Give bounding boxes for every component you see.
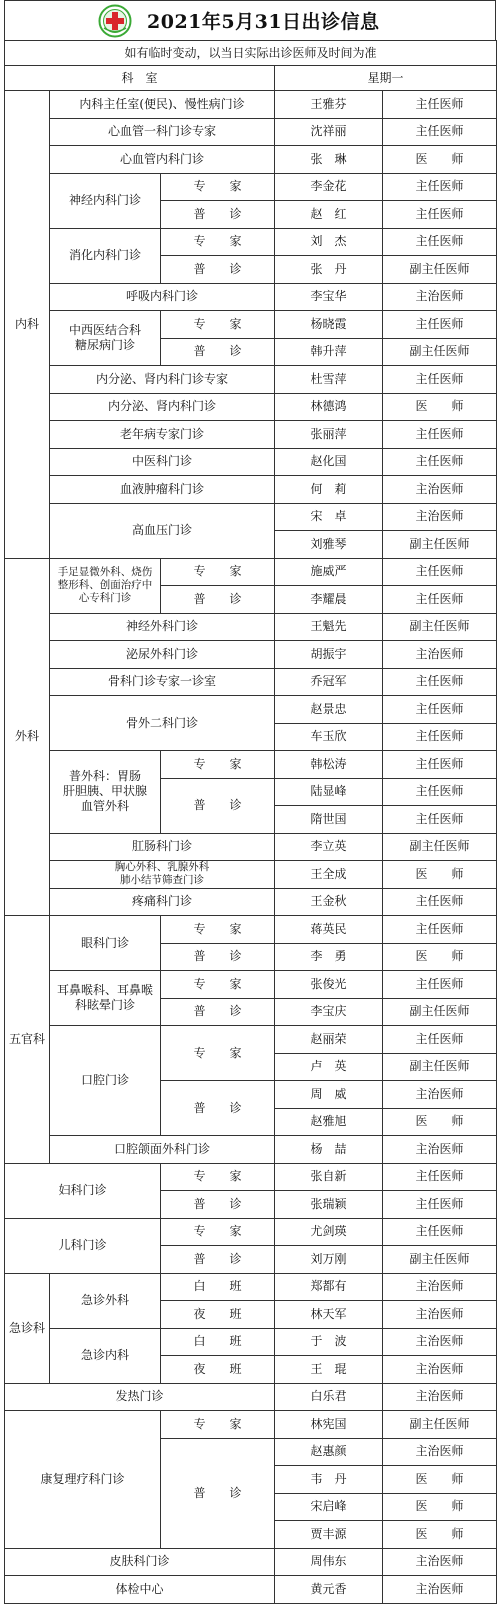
table-row (5, 283, 497, 311)
dept-cell: 专 家 (161, 311, 275, 339)
table-row (5, 366, 497, 394)
title-cell: 医 师 (383, 1108, 497, 1136)
dept-cell: 普外科：胃肠 肝胆胰、甲状腺 血管外科 (50, 751, 161, 834)
table-row (5, 173, 497, 201)
title-cell: 主任医师 (383, 586, 497, 614)
table-row (5, 1163, 497, 1191)
doctor-cell: 胡振宇 (275, 641, 383, 669)
title-cell: 主治医师 (383, 1328, 497, 1356)
title-cell: 主任医师 (383, 916, 497, 944)
table-row (5, 888, 497, 916)
title-cell: 副主任医师 (383, 1053, 497, 1081)
doctor-cell: 赵 红 (275, 201, 383, 229)
title-cell: 主治医师 (383, 1273, 497, 1301)
doctor-cell: 赵惠颜 (275, 1438, 383, 1466)
doctor-cell: 刘 杰 (275, 228, 383, 256)
table-row (5, 1328, 497, 1356)
dept-cell: 专 家 (161, 228, 275, 256)
dept-cell: 专 家 (161, 751, 275, 779)
dept-cell: 普 诊 (161, 201, 275, 229)
title-cell: 主治医师 (383, 1301, 497, 1329)
table-row (5, 476, 497, 504)
dept-cell: 内分泌、肾内科门诊 (50, 393, 275, 421)
title-cell: 主任医师 (383, 1026, 497, 1054)
doctor-cell: 蒋英民 (275, 916, 383, 944)
dept-cell: 皮肤科门诊 (5, 1548, 275, 1576)
dept-cell: 专 家 (161, 558, 275, 586)
doctor-cell: 何 莉 (275, 476, 383, 504)
doctor-cell: 李宝庆 (275, 998, 383, 1026)
category-cell: 急诊科 (5, 1273, 50, 1383)
notice-row (5, 41, 497, 66)
title-cell: 主任医师 (383, 311, 497, 339)
title-cell: 医 师 (383, 1466, 497, 1494)
title-cell: 主任医师 (383, 558, 497, 586)
dept-cell: 神经内科门诊 (50, 173, 161, 228)
dept-cell: 普 诊 (161, 943, 275, 971)
table-row (5, 861, 497, 889)
dept-cell: 普 诊 (161, 1081, 275, 1136)
doctor-cell: 林德鸿 (275, 393, 383, 421)
dept-cell: 夜 班 (161, 1301, 275, 1329)
dept-cell: 急诊外科 (50, 1273, 161, 1328)
doctor-cell: 韦 丹 (275, 1466, 383, 1494)
doctor-cell: 赵丽荣 (275, 1026, 383, 1054)
title-cell: 主任医师 (383, 1218, 497, 1246)
dept-cell: 神经外科门诊 (50, 613, 275, 641)
doctor-cell: 王魁先 (275, 613, 383, 641)
table-row (5, 613, 497, 641)
dept-cell: 普 诊 (161, 1438, 275, 1548)
dept-cell: 呼吸内科门诊 (50, 283, 275, 311)
dept-cell: 内分泌、肾内科门诊专家 (50, 366, 275, 394)
dept-cell: 专 家 (161, 971, 275, 999)
table-row (5, 91, 497, 119)
dept-cell: 血液肿瘤科门诊 (50, 476, 275, 504)
category-cell: 内科 (5, 91, 50, 559)
doctor-cell: 宋启峰 (275, 1493, 383, 1521)
schedule-table (4, 40, 497, 1604)
dept-cell: 夜 班 (161, 1356, 275, 1384)
title-cell: 副主任医师 (383, 613, 497, 641)
title-cell: 主治医师 (383, 1136, 497, 1164)
title-cell: 主治医师 (383, 503, 497, 531)
dept-cell: 心血管内科门诊 (50, 146, 275, 174)
title-cell: 医 师 (383, 1493, 497, 1521)
doctor-cell: 刘雅琴 (275, 531, 383, 559)
doctor-cell: 赵雅旭 (275, 1108, 383, 1136)
title-cell: 副主任医师 (383, 998, 497, 1026)
doctor-cell: 李宝华 (275, 283, 383, 311)
dept-cell: 疼痛科门诊 (50, 888, 275, 916)
dept-cell: 体检中心 (5, 1576, 275, 1604)
dept-cell: 儿科门诊 (5, 1218, 161, 1273)
table-row (5, 833, 497, 861)
doctor-cell: 杨晓霞 (275, 311, 383, 339)
title-cell: 医 师 (383, 146, 497, 174)
table-row (5, 421, 497, 449)
doctor-cell: 贾丰源 (275, 1521, 383, 1549)
dept-cell: 专 家 (161, 1026, 275, 1081)
dept-cell: 口腔门诊 (50, 1026, 161, 1136)
doctor-cell: 郑都有 (275, 1273, 383, 1301)
table-row (5, 228, 497, 256)
dept-cell: 专 家 (161, 916, 275, 944)
table-row (5, 448, 497, 476)
header (4, 0, 496, 40)
dept-cell: 发热门诊 (5, 1383, 275, 1411)
doctor-cell: 韩升萍 (275, 338, 383, 366)
title-cell: 主任医师 (383, 228, 497, 256)
table-row (5, 503, 497, 531)
category-cell: 五官科 (5, 916, 50, 1164)
doctor-cell: 林天军 (275, 1301, 383, 1329)
title-cell: 主任医师 (383, 118, 497, 146)
hospital-cross-logo-icon (98, 4, 132, 38)
dept-cell: 骨科门诊专家一诊室 (50, 668, 275, 696)
doctor-cell: 王雅芬 (275, 91, 383, 119)
doctor-cell: 车玉欣 (275, 723, 383, 751)
dept-cell: 急诊内科 (50, 1328, 161, 1383)
title-cell: 主治医师 (383, 641, 497, 669)
doctor-cell: 张自新 (275, 1163, 383, 1191)
table-row (5, 971, 497, 999)
title-cell: 主任医师 (383, 1163, 497, 1191)
title-cell: 主任医师 (383, 696, 497, 724)
doctor-cell: 尤剑瑛 (275, 1218, 383, 1246)
title-cell: 副主任医师 (383, 1411, 497, 1439)
dept-cell: 中医科门诊 (50, 448, 275, 476)
title-cell: 副主任医师 (383, 1246, 497, 1274)
title-cell: 主任医师 (383, 668, 497, 696)
title-cell: 副主任医师 (383, 338, 497, 366)
doctor-cell: 隋世国 (275, 806, 383, 834)
dept-cell: 普 诊 (161, 338, 275, 366)
doctor-cell: 王全成 (275, 861, 383, 889)
title-cell: 主任医师 (383, 806, 497, 834)
title-cell: 副主任医师 (383, 531, 497, 559)
dept-cell: 肛肠科门诊 (50, 833, 275, 861)
dept-cell: 耳鼻喉科、耳鼻喉 科眩晕门诊 (50, 971, 161, 1026)
dept-cell: 老年病专家门诊 (50, 421, 275, 449)
dept-cell: 普 诊 (161, 998, 275, 1026)
doctor-cell: 韩松涛 (275, 751, 383, 779)
dept-cell: 普 诊 (161, 1191, 275, 1219)
doctor-cell: 黄元香 (275, 1576, 383, 1604)
doctor-cell: 林宪国 (275, 1411, 383, 1439)
title-cell: 主治医师 (383, 1383, 497, 1411)
title-cell: 主任医师 (383, 971, 497, 999)
title-cell: 主治医师 (383, 1356, 497, 1384)
doctor-cell: 沈祥丽 (275, 118, 383, 146)
title-cell: 主治医师 (383, 1438, 497, 1466)
doctor-cell: 张瑞颖 (275, 1191, 383, 1219)
weekday-header: 星期一 (275, 66, 497, 91)
doctor-cell: 乔冠军 (275, 668, 383, 696)
table-row (5, 1411, 497, 1439)
title-cell: 主治医师 (383, 1081, 497, 1109)
doctor-cell: 于 波 (275, 1328, 383, 1356)
table-row (5, 751, 497, 779)
title-cell: 主任医师 (383, 448, 497, 476)
title-cell: 医 师 (383, 943, 497, 971)
dept-cell: 中西医结合科 糖尿病门诊 (50, 311, 161, 366)
dept-cell: 心血管一科门诊专家 (50, 118, 275, 146)
table-row (5, 393, 497, 421)
doctor-cell: 陆显峰 (275, 778, 383, 806)
dept-cell: 普 诊 (161, 778, 275, 833)
page-title: 2021年5月31日出诊信息 (147, 11, 380, 33)
doctor-cell: 宋 卓 (275, 503, 383, 531)
doctor-cell: 周 威 (275, 1081, 383, 1109)
title-cell: 医 师 (383, 861, 497, 889)
table-row (5, 1548, 497, 1576)
doctor-cell: 杜雪萍 (275, 366, 383, 394)
title-cell: 主任医师 (383, 366, 497, 394)
title-cell: 主任医师 (383, 888, 497, 916)
table-row (5, 916, 497, 944)
dept-cell: 白 班 (161, 1328, 275, 1356)
title-cell: 主治医师 (383, 283, 497, 311)
dept-cell: 手足显微外科、烧伤 整形科、创面治疗中 心专科门诊 (50, 558, 161, 613)
title-cell: 副主任医师 (383, 833, 497, 861)
category-cell: 外科 (5, 558, 50, 916)
title-cell: 主任医师 (383, 201, 497, 229)
doctor-cell: 赵化国 (275, 448, 383, 476)
table-row (5, 1273, 497, 1301)
title-cell: 主任医师 (383, 778, 497, 806)
title-cell: 主任医师 (383, 173, 497, 201)
dept-cell: 眼科门诊 (50, 916, 161, 971)
title-cell: 主任医师 (383, 751, 497, 779)
title-cell: 主任医师 (383, 421, 497, 449)
dept-cell: 专 家 (161, 173, 275, 201)
title-cell: 医 师 (383, 393, 497, 421)
doctor-cell: 张俊光 (275, 971, 383, 999)
dept-cell: 普 诊 (161, 256, 275, 284)
dept-cell: 专 家 (161, 1411, 275, 1439)
dept-cell: 普 诊 (161, 586, 275, 614)
title-cell: 主任医师 (383, 723, 497, 751)
table-row (5, 641, 497, 669)
doctor-cell: 刘万刚 (275, 1246, 383, 1274)
doctor-cell: 王金秋 (275, 888, 383, 916)
table-row (5, 668, 497, 696)
dept-header: 科 室 (5, 66, 275, 91)
title-cell: 主任医师 (383, 91, 497, 119)
dept-cell: 消化内科门诊 (50, 228, 161, 283)
table-row (5, 696, 497, 724)
doctor-cell: 李耀晨 (275, 586, 383, 614)
title-cell: 医 师 (383, 1521, 497, 1549)
dept-cell: 胸心外科、乳腺外科 肺小结节筛查门诊 (50, 861, 275, 889)
table-row (5, 1383, 497, 1411)
dept-cell: 普 诊 (161, 1246, 275, 1274)
title-cell: 主治医师 (383, 1548, 497, 1576)
doctor-cell: 李 勇 (275, 943, 383, 971)
doctor-cell: 李立英 (275, 833, 383, 861)
column-header-row (5, 66, 497, 91)
table-row (5, 146, 497, 174)
dept-cell: 专 家 (161, 1218, 275, 1246)
dept-cell: 泌尿外科门诊 (50, 641, 275, 669)
title-cell: 主治医师 (383, 476, 497, 504)
doctor-cell: 施威严 (275, 558, 383, 586)
table-row (5, 558, 497, 586)
doctor-cell: 张丽萍 (275, 421, 383, 449)
doctor-cell: 王 琨 (275, 1356, 383, 1384)
title-cell: 副主任医师 (383, 256, 497, 284)
dept-cell: 专 家 (161, 1163, 275, 1191)
dept-cell: 白 班 (161, 1273, 275, 1301)
dept-cell: 内科主任室(便民)、慢性病门诊 (50, 91, 275, 119)
table-row (5, 1026, 497, 1054)
table-row (5, 118, 497, 146)
doctor-cell: 杨 喆 (275, 1136, 383, 1164)
schedule-page (4, 0, 496, 1604)
title-cell: 主治医师 (383, 1576, 497, 1604)
doctor-cell: 白乐君 (275, 1383, 383, 1411)
dept-cell: 康复理疗科门诊 (5, 1411, 161, 1549)
schedule-body (5, 91, 497, 1604)
table-row (5, 311, 497, 339)
doctor-cell: 周伟东 (275, 1548, 383, 1576)
doctor-cell: 李金花 (275, 173, 383, 201)
dept-cell: 骨外二科门诊 (50, 696, 275, 751)
doctor-cell: 张 琳 (275, 146, 383, 174)
dept-cell: 高血压门诊 (50, 503, 275, 558)
table-row (5, 1218, 497, 1246)
dept-cell: 妇科门诊 (5, 1163, 161, 1218)
doctor-cell: 张 丹 (275, 256, 383, 284)
dept-cell: 口腔颌面外科门诊 (50, 1136, 275, 1164)
notice-text: 如有临时变动，以当日实际出诊医师及时间为准 (5, 41, 497, 66)
doctor-cell: 赵景忠 (275, 696, 383, 724)
title-cell: 主任医师 (383, 1191, 497, 1219)
doctor-cell: 卢 英 (275, 1053, 383, 1081)
table-row (5, 1576, 497, 1604)
table-row (5, 1136, 497, 1164)
